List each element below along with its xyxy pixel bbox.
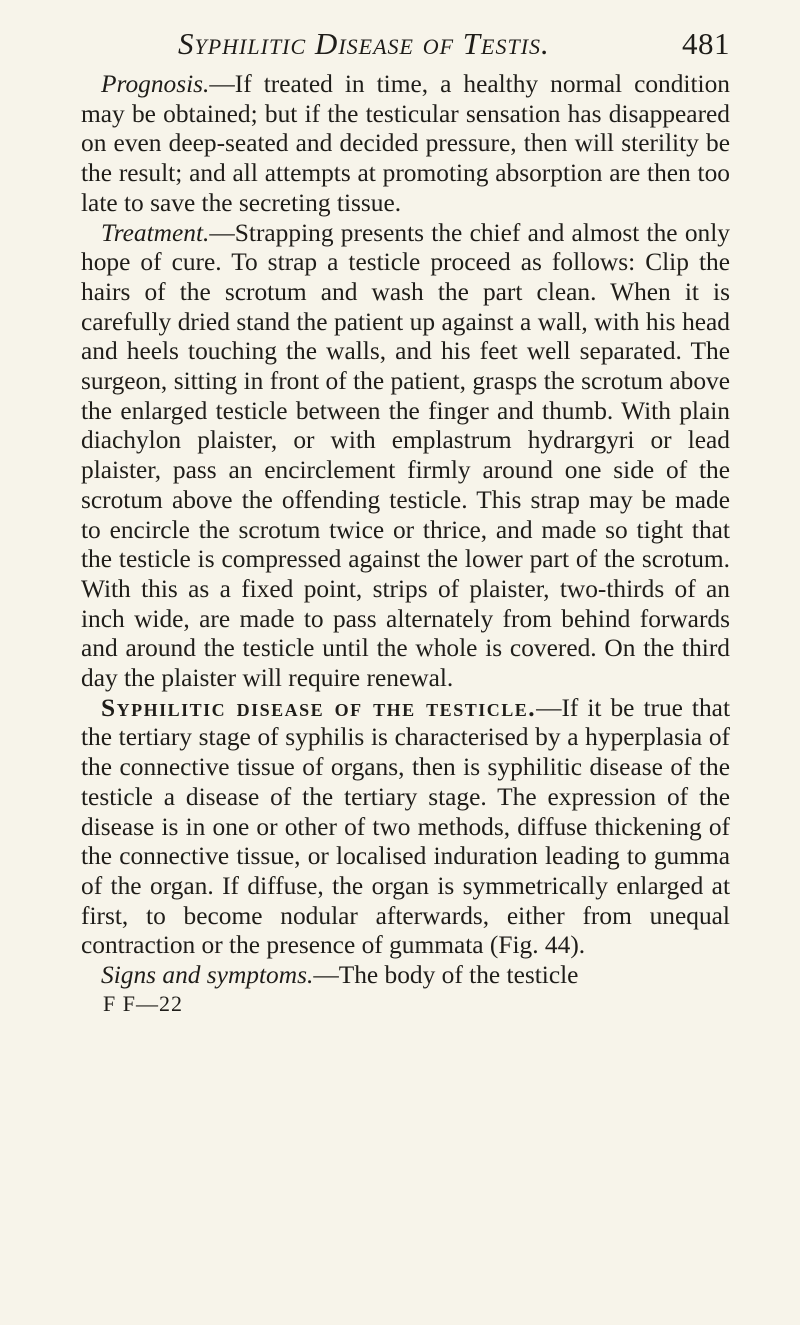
paragraph-text: —The body of the testicle bbox=[313, 961, 579, 990]
paragraph-lead: Signs and symptoms. bbox=[101, 961, 314, 990]
page-number: 481 bbox=[682, 26, 730, 61]
body-text bbox=[81, 70, 730, 991]
paragraph-text: —Strapping presents the chief and almost the only hope of cure. To strap a testicle proceed as follows: Clip the hairs of the scrotum and wash the part clean. When it is carefully dried stand the patient up against a wall, with his head and heels touching the walls, and his feet well separated. The surgeon, sitting in front of the patient, grasps the scrotum above the enlarged testicle between the finger and thumb. With plain diachylon plaister, or with emplastrum hydrargyri or lead plaister, pass an encirclement firmly around one side of the scrotum above the offending testicle. This strap may be made to encircle the scrotum twice or thrice, and made so tight that the testicle is compressed against the lower part of the scrotum. With this as a fixed point, strips of plaister, two-thirds of an inch wide, are made to pass alternately from behind forwards and around the testicle until the whole is covered. On the third day the plaister will require renewal. bbox=[81, 218, 730, 693]
running-head bbox=[81, 26, 730, 70]
section-heading: Syphilitic disease of the testicle. bbox=[101, 693, 537, 722]
paragraph-text: —If treated in time, a healthy normal condition may be obtained; but if the testicular sensation has disappeared on even deep-seated and decided pressure, then will sterility be the result; and all attempts at promoting absorption are then too late to save the secreting tissue. bbox=[81, 70, 730, 217]
signature-mark: F F—22 bbox=[103, 990, 183, 1016]
paragraph-prognosis bbox=[81, 70, 730, 219]
paragraph-treatment bbox=[81, 219, 730, 694]
paragraph-lead: Prognosis. bbox=[101, 70, 210, 98]
paragraph-syphilitic-disease bbox=[81, 694, 730, 961]
paragraph-signs-symptoms bbox=[81, 961, 730, 991]
paragraph-text: —If it be true that the tertiary stage of syphilis is characterised by a hyperplasia of the connective tissue of organs, then is syphilitic disease of the testicle a disease of the tertiary stage. The expression of the disease is in one or other of two methods, diffuse thickening of the connective tissue, or localised induration leading to gumma of the organ. If diffuse, the organ is symmetrically enlarged at first, to become nodular afterwards, either from unequal contraction or the presence of gummata (Fig. 44). bbox=[81, 693, 730, 960]
paragraph-lead: Treatment. bbox=[101, 218, 210, 247]
running-title: Syphilitic Disease of Testis. bbox=[178, 26, 550, 61]
